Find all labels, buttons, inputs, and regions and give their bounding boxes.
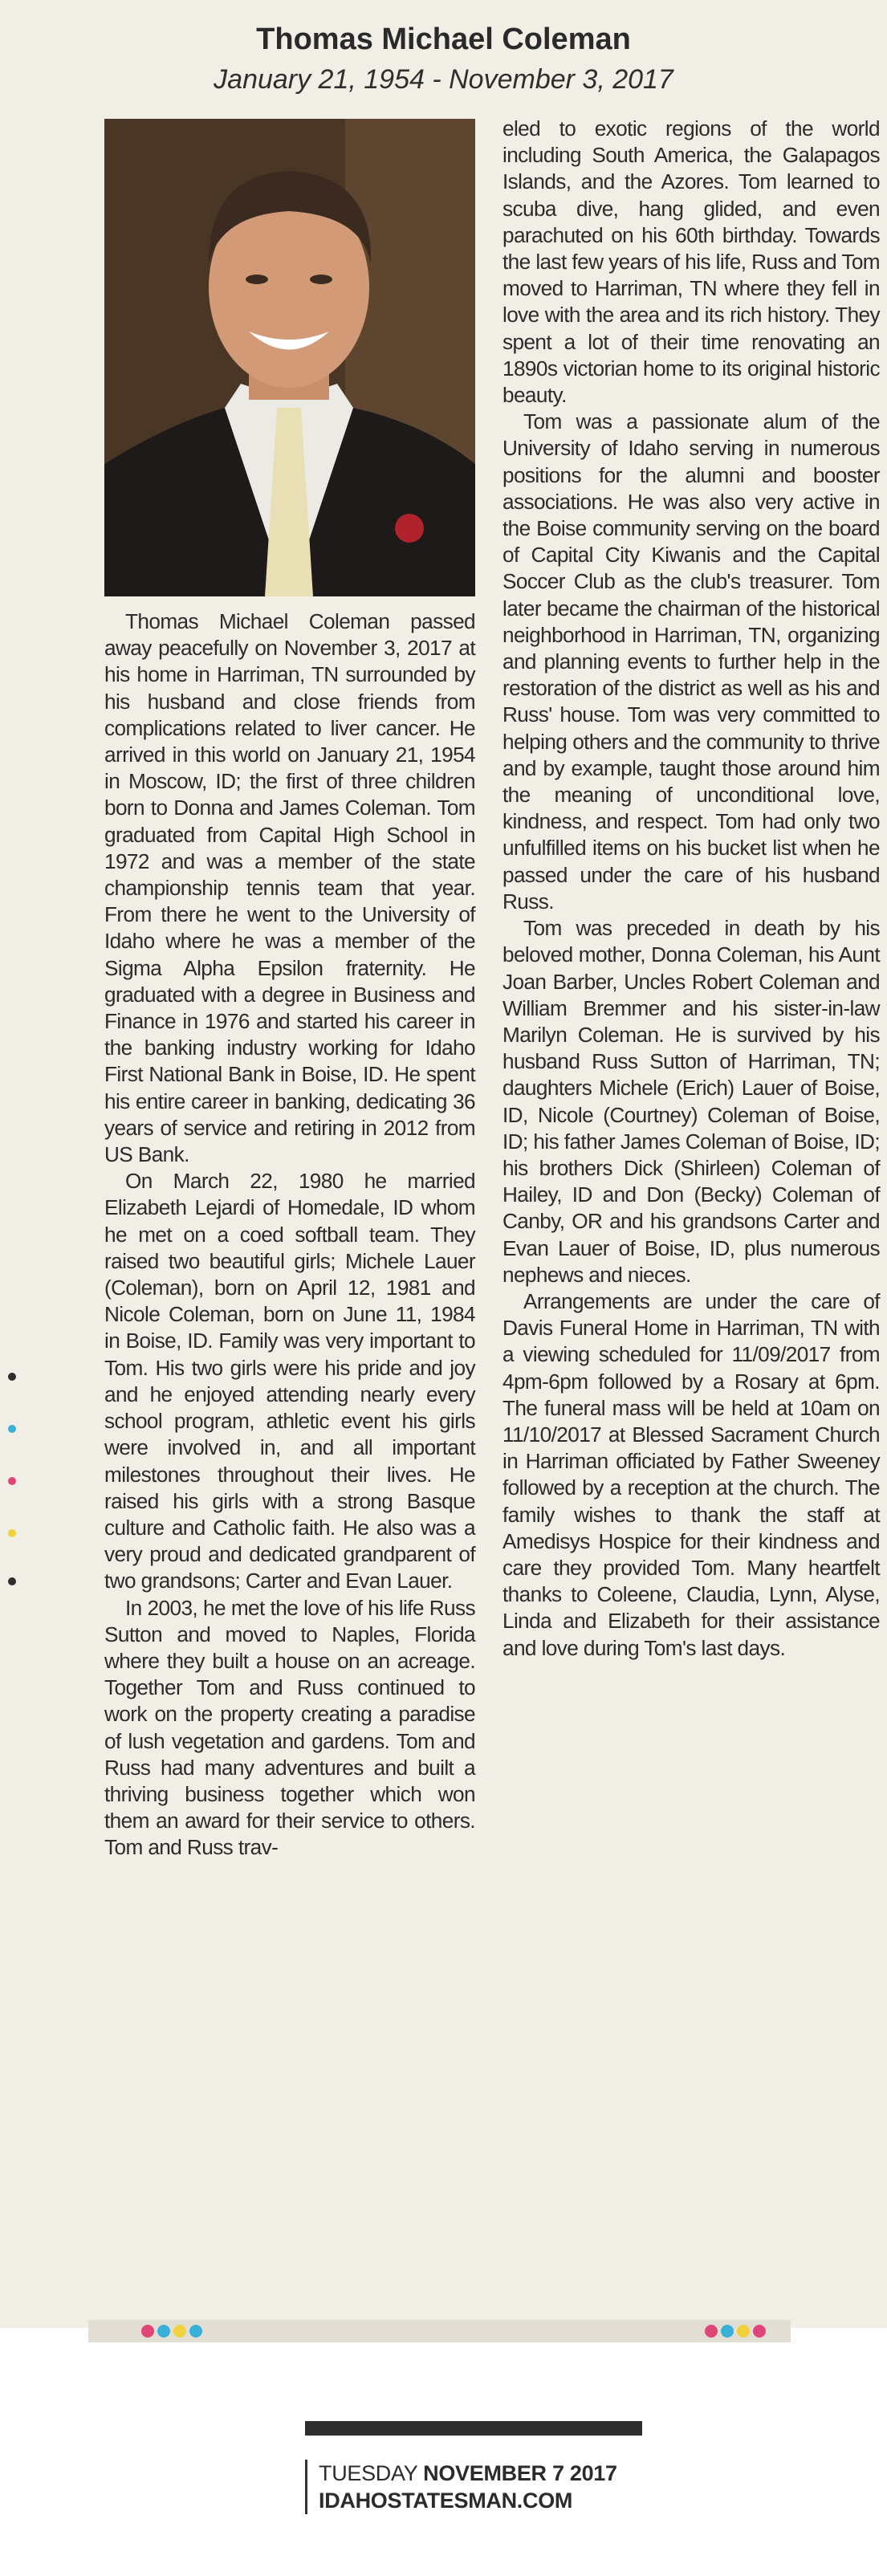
margin-mark-icon [8, 1373, 16, 1381]
registration-dot-icon [721, 2325, 734, 2338]
newspaper-footer [305, 2460, 656, 2514]
registration-dot-icon [141, 2325, 154, 2338]
registration-color-bar [88, 2320, 791, 2342]
paragraph: Arrangements are under the care of Davis Funeral Home in Harriman, TN with a viewing scheduled for 11/09/2017 from 4pm-6pm followed by a Rosary at 6pm. The funeral mass will be held at 10am on 11/10/2017 at Blessed Sacrament Church in Harriman officiated by Father Sweeney followed by a reception at the church. The family wishes to thank the staff at Amedisys Hospice for their kindness and care they provided Tom. Many heartfelt thanks to Coleene, Claudia, Lynn, Alyse, Linda and Elizabeth for their assistance and love during Tom's last days. [502, 1288, 880, 1660]
footer-rule [305, 2421, 642, 2436]
obituary-name: Thomas Michael Coleman [256, 22, 631, 56]
footer-dateline [319, 2460, 656, 2487]
registration-dot-icon [737, 2325, 750, 2338]
footer-day: TUESDAY [319, 2461, 417, 2485]
obituary-column-right [502, 116, 880, 1662]
margin-mark-icon [8, 1577, 16, 1585]
paragraph: In 2003, he met the love of his life Russ Sutton and moved to Naples, Florida where they built a house on an acreage. Together Tom and Russ continued to work on the property creating a paradise of lush vegetation and gardens. Tom and Russ had many adventures and built a thriving business together which won them an award for their service to others. Tom and Russ trav- [104, 1595, 475, 1860]
footer-website: IDAHOSTATESMAN.COM [319, 2489, 573, 2513]
paragraph: Tom was preceded in death by his beloved mother, Donna Coleman, his Aunt Joan Barber, Uncles Robert Coleman and William Bremmer and his sister-in-law Marilyn Coleman. He is survived by his husband Russ Sutton of Harriman, TN; daughters Michele (Erich) Lauer of Boise, ID, Nicole (Courtney) Coleman of Boise, ID; his father James Coleman of Boise, ID; his brothers Dick (Shirleen) Coleman of Hailey, ID and Don (Becky) Coleman of Canby, OR and his grandsons Carter and Evan Lauer of Boise, ID, plus numerous nephews and nieces. [502, 916, 880, 1287]
margin-mark-icon [8, 1529, 16, 1537]
registration-dot-icon [173, 2325, 186, 2338]
obituary-column-left [104, 608, 475, 1862]
registration-dot-icon [753, 2325, 766, 2338]
paragraph: Thomas Michael Coleman passed away peacefully on November 3, 2017 at his home in Harriman, TN surrounded by his husband and close friends from complications related to liver cancer. He arrived in this world on January 21, 1954 in Moscow, ID; the first of three children born to Donna and James Coleman. Tom graduated from Capital High School in 1972 and was a member of the state championship tennis team that year. From there he went to the University of Idaho where he was a member of the Sigma Alpha Epsilon fraternity. He graduated with a degree in Business and Finance in 1976 and started his career in the banking industry working for Idaho First National Bank in Boise, ID. He spent his entire career in banking, dedicating 36 years of service and retiring in 2012 from US Bank. [104, 609, 475, 1167]
registration-dot-icon [705, 2325, 718, 2338]
paragraph: On March 22, 1980 he married Elizabeth Lejardi of Homedale, ID whom he met on a coed softball team. They raised two beautiful girls; Michele Lauer (Coleman), born on April 12, 1981 and Nicole Coleman, born on June 11, 1984 in Boise, ID. Family was very important to Tom. His two girls were his pride and joy and he enjoyed attending nearly every school program, athletic event his girls were involved in, and all important milestones throughout their lives. He raised his girls with a strong Basque culture and Catholic faith. He also was a very proud and dedicated grandparent of two grandsons; Carter and Evan Lauer. [104, 1169, 475, 1593]
paragraph: eled to exotic regions of the world including South America, the Galapagos Islands, and the Azores. Tom learned to scuba dive, hang glided, and even parachuted on his 60th birthday. Towards the last few years of his life, Russ and Tom moved to Harriman, TN where they fell in love with the area and its rich history. They spent a lot of their time renovating an 1890s victorian home to its original historic beauty. [502, 116, 880, 408]
registration-dot-icon [189, 2325, 202, 2338]
portrait-photo-icon [104, 119, 475, 596]
portrait-photo [104, 119, 475, 596]
footer-date: NOVEMBER 7 2017 [423, 2461, 617, 2485]
margin-mark-icon [8, 1425, 16, 1433]
paragraph: Tom was a passionate alum of the University of Idaho serving in numerous positions for the alumni and booster associations. He was also very active in the Boise community serving on the board of Capital City Kiwanis and the Capital Soccer Club as the club's treasurer. Tom later became the chairman of the historical neighborhood in Harriman, TN, organizing and planning events to further help in the restoration of the district as well as his and Russ' house. Tom was very committed to helping others and the community to thrive and by example, taught those around him the meaning of unconditional love, kindness, and respect. Tom had only two unfulfilled items on his bucket list when he passed under the care of his husband Russ. [502, 409, 880, 914]
registration-dot-icon [157, 2325, 170, 2338]
obituary-dates: January 21, 1954 - November 3, 2017 [214, 64, 673, 95]
margin-mark-icon [8, 1477, 16, 1485]
